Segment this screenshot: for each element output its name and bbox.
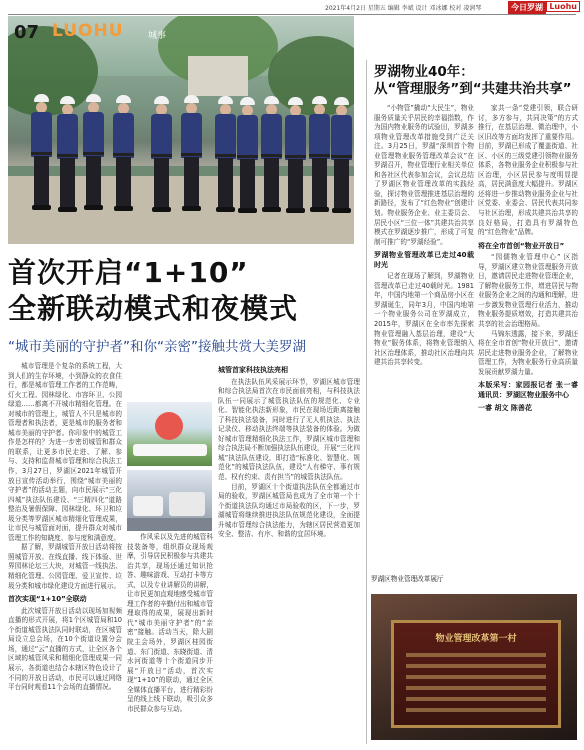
paragraph: 记者在现场了解到，罗湖物业管理改革已走过40载时光。1981年，中国内地第一个商品房小区在罗湖诞生，同年3月，中国内地第一个物业服务公司在罗湖成立，2015年，罗湖区在全市率先探索物业管理融入基层治理，建设“大物业”服务体系，将物业管理纳入社区治理体系，推动社区治理向共建共治共享转变。 <box>374 272 474 367</box>
brand-logo: 今日罗湖 <box>508 1 546 14</box>
page-number: 07 <box>14 22 40 43</box>
paragraph: 城市管理是个复杂的系统工程，大到人们的生存环境，小到静众的衣食住行，都是城市管理工作者的工作范畴，灯火工程、园林绿化、市容环卫、公园绿道……都离不开城市精细化管理。在对城市的管理上，城管人不只是城市的管理者和执法者，更是城市的服务者和城市美丽的守护者。你印象中的城管工作是怎样的？为进一步密切城管和群众的联系，让更多市民走进、了解、参与、支持和监督城市管理和综合执法工作，3月27日，罗湖区2021年城管开放日宣传活动举行，围绕“城市美丽的守护者”的活动主题，向市民展示“三化四城”执法队伍建设、“三精四化”道路整治及暑假保障、园林绿化、环卫和垃圾分类等罗湖区城市精细化管理成果，让市民与城管面对面，提升群众对城市管理工作的知晓度、参与度和满意度。 <box>8 362 122 542</box>
exhibition-photo <box>127 402 212 466</box>
paragraph: 据了解，罗湖城管开放日活动将按照城管开放、在线直播、线下体验、世界园林论坛三大块，对城管一线执法、精细化管理、公园管理、爱卫宣传、垃圾分类和城市绿化建设方面进行展示。 <box>8 543 122 590</box>
byline: 一睿 胡文 陈善花 <box>478 404 532 413</box>
left-column-3 <box>218 362 360 744</box>
plaque-title: 物业管理改革第一村 <box>435 634 517 644</box>
main-subheadline: “城市美丽的守护者”和你“亲密”接触共赏大美罗湖 <box>8 339 306 355</box>
paragraph: 此次城管开放日活动以现场加视频直播的形式开展，将1个区城管局和10个街道城管执法队同时联动，在区城管局设立总会场，在10个街道设置分会场，通过“云”直播的方式，让全区各个区域的城管风采和精细化管理成果一同展示，各街道也结合本辖区特色设计了不同的开放日活动，市民可以通过网络平台同时观看11个会场的直播情况。 <box>8 606 122 692</box>
right-headline-line2: 从“管理服务”到“共建共治共享” <box>374 81 572 97</box>
brand-tag: Luohu <box>546 1 580 12</box>
right-column-a <box>374 104 474 574</box>
paragraph: 家共一条“党建引领，联合研讨，多方参与，共同决策”的方式推行，在基层治理、微治理中，小区旧改等方面均发挥了重要作用。目前，罗湖已形成了覆盖街道、社区、小区的三级党建引领物业服务体系，各物业服务企业积极参与社区治理，小区居民参与度明显提高，居民满意度大幅提升。罗湖区还将进一步推动物业服务企业与社区党委、业委会、居民代表共同参与社区治理，形成共建共治共享的良好格局，打造具有罗湖特色的“红色物业”品牌。 <box>478 104 578 237</box>
paragraph: “小物管”撬动“大民生”，物业服务质量关乎居民的幸福指数，作为国内物业服务的试验田，罗湖多项物业管理改革措施受到广泛关注。3月25日，罗湖“深圳首个物业管理物业服务管理改革会议”在罗湖召开，物业管理行业相关单位和各社区代表参加会议，会议总结了罗湖区物业管理改革的实践经验，探讨物业管理推进基层治理的新路径，发布了“红色物业”创建计划。物业服务企业、业主委员会、居民小区“三位一体”共建共治共享模式在罗湖逐步推广，形成了可复制可推广的“罗湖经验”。 <box>374 104 474 246</box>
vehicles-photo <box>127 470 212 531</box>
paragraph: 作风采以及先进的城管科技装备等，组织群众现场观摩，引导居民积极参与共建共治共享，现场还通过知识抢答、趣味游戏、互动打卡等方式，以及专业讲解员的讲解，让市民更加直观地感受城市管理工作者的辛勤付出和城市管理取得的成果，展现出新时代“城市美丽守护者”的“亲密”接触。活动当天，除大剧院主会场外，罗湖区桂园街道、东门街道、东晓街道、清水河街道等十个街道同步开展“开放日”活动，首次实现“1+10”的联动，通过全区全媒体直播平台，进行精彩纷呈的线上线下联动，吸引众多市民群众参与互动。 <box>127 533 213 713</box>
left-column-2 <box>127 533 213 744</box>
right-column-b <box>478 104 578 574</box>
date-info: 2021年4月2日 星期五 编辑 李斌 设计 邓冰娜 校对 凌润琴 <box>325 5 482 12</box>
paragraph: 马锦东透露，接下来，罗湖还将在全市首创“物业开放日”，邀请居民走进物业服务企业，了解物业管理工作，为物业服务行业高质量发展贡献罗湖力量。 <box>478 329 578 376</box>
photo-caption: 罗湖区物业管理改革展厅 <box>371 575 444 583</box>
masthead-divider <box>8 14 576 15</box>
section-label: 城事 <box>148 31 167 41</box>
byline: 本版采写：家园报记者 张一睿 通讯员：罗湖区物业服务中心 <box>478 381 578 399</box>
left-column-1 <box>8 362 122 744</box>
subheading: 城管首家科技执法亮相 <box>218 366 288 374</box>
paragraph: 在执法队伍风采展示环节，罗湖区城市管理和综合执法局首次在市民面前亮相，与科技执法队伍一同展示了城管执法队伍的规范化、专业化、智能化执法新形象，市民在现场近距离接触了科技执法装备，同时进行了无人机执法、执法记录仪、移动执法终端等执法装备的体验。为做好城市管理精细化执法工作，罗湖区城市管理和综合执法局不断加强执法队伍建设，开展“三化四城”执法队伍建设，即打造“标准化、智慧化、规范化”的城管执法队伍，建设“人有梯守、事有规范、权有约束、责有担当”的城管执法队伍。 <box>218 377 360 482</box>
paragraph: “园儒物业管理中心” 区指导，罗湖区建立物业管理服务开放日，邀请居民走进物业管理企业，了解物业服务工作，增进居民与物业服务企业之间的沟通和理解，进一步激发物业管理行业活力，推动物业服务提质增效，打造共建共治共享的社会治理格局。 <box>478 253 578 329</box>
paragraph: 目前，罗湖区十个街道执法队伍全都通过市局的验收，罗湖区城管局也成为了全市第一个十个街道执法队均通过市局验收的区，下一步，罗湖城管将继续推进执法队伍规范化建设，全面提升城市管理综合执法能力，为辖区居民营造更加安全、整洁、有序、和谐的宜居环境。 <box>218 482 360 539</box>
plaque <box>391 620 561 728</box>
column-divider <box>366 60 367 744</box>
subheading: 将在全市首创“物业开放日” <box>478 241 565 250</box>
main-headline-line1: 首次开启“1+10” <box>8 256 249 289</box>
masthead <box>0 0 584 14</box>
plaque-photo <box>371 594 577 740</box>
right-headline-line1: 罗湖物业40年： <box>374 64 474 80</box>
subheading: 首次实现“1+10”全联动 <box>8 595 87 604</box>
subheading: 罗湖物业管理改革已走过40载时光 <box>374 251 474 269</box>
main-headline-line2: 全新联动模式和夜模式 <box>8 292 299 325</box>
page-logo: LUOHU <box>52 21 124 41</box>
hero-photo <box>8 16 354 244</box>
